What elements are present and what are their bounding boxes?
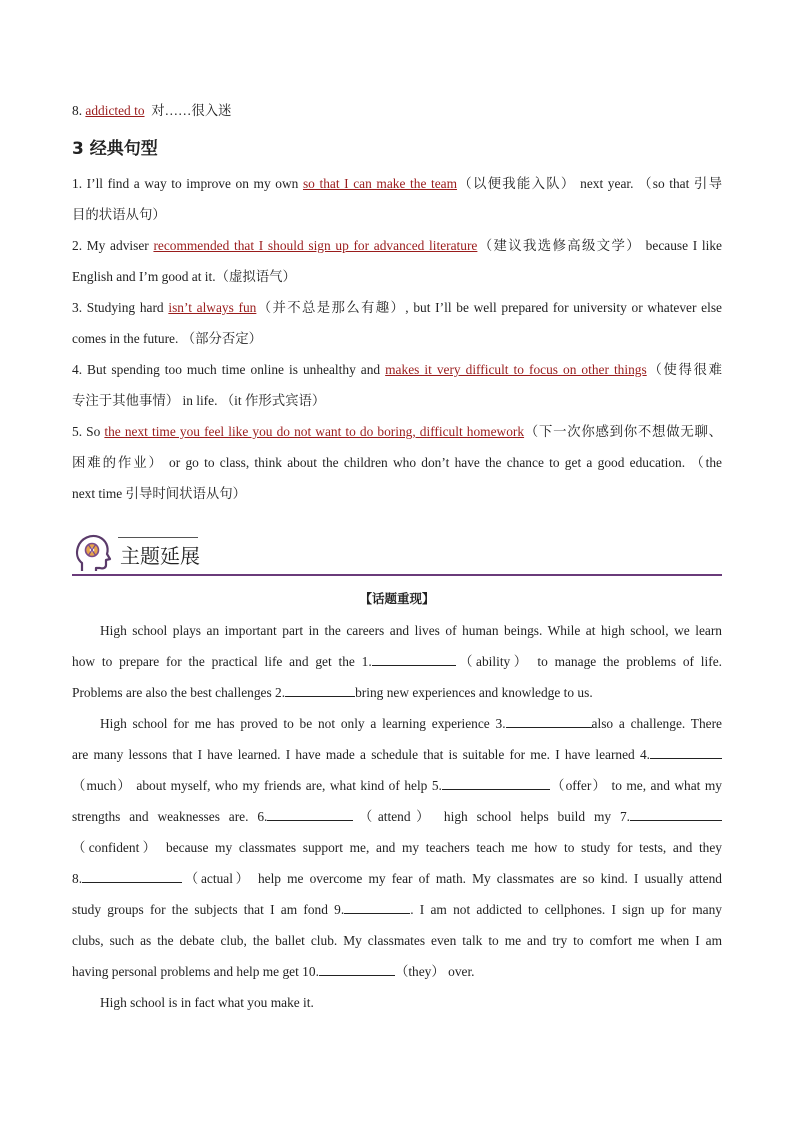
passage-line: clubs, such as the debate club, the ballet club. My classmates even talk to me and try to comfort me when I am <box>72 933 722 948</box>
blank-1[interactable] <box>372 652 456 666</box>
sentence-5-line-1: 5. So the next time you feel like you do not want to do boring, difficult homework（下一次你感到你不想做无聊、 <box>72 424 722 439</box>
sentence-5-line-3: next time 引导时间状语从句） <box>72 486 247 501</box>
passage-line: （much） about myself, who my friends are, what kind of help 5. （offer） to me, and what my <box>72 778 722 793</box>
sentence-1-line-1: 1. I’ll find a way to improve on my own so that I can make the team（以便我能入队） next year. （so that 引导 <box>72 176 722 191</box>
vocab-meaning: 对……很入迷 <box>151 103 232 118</box>
section-title: 3 经典句型 <box>72 139 158 159</box>
sentence-2-line-1: 2. My adviser recommended that I should sign up for advanced literature（建议我选修高级文学） because I like <box>72 238 722 253</box>
passage-line: how to prepare for the practical life and get the 1. （ability） to manage the problems of life. <box>72 654 722 669</box>
sentence-5-line-2: 困难的作业） or go to class, think about the children who don’t have the chance to get a good education. （the <box>72 455 722 470</box>
sentence-2-line-2: English and I’m good at it.（虚拟语气） <box>72 269 296 284</box>
blank-6[interactable] <box>267 807 353 821</box>
theme-header <box>72 532 722 576</box>
passage-line: （confident） because my classmates support me, and my teachers teach me how to study for tests, and they <box>72 840 722 855</box>
vocab-phrase: addicted to <box>85 103 145 118</box>
blank-3[interactable] <box>506 714 592 728</box>
passage-line: strengths and weaknesses are. 6. （attend） high school helps build my 7. <box>72 801 722 832</box>
passage-line: having personal problems and help me get 10. （they） over. <box>72 964 475 979</box>
blank-7[interactable] <box>630 807 722 821</box>
vocab-item-8: 8. addicted to 对……很入迷 <box>72 103 232 118</box>
blank-2[interactable] <box>285 683 355 697</box>
sentence-1-line-2: 目的状语从句） <box>72 207 166 222</box>
sentence-4-line-1: 4. But spending too much time online is unhealthy and makes it very difficult to focus on other things（使得很难 <box>72 362 723 377</box>
sentence-3-line-1: 3. Studying hard isn’t always fun（并不总是那么有趣）, but I’ll be well prepared for university or whatever else <box>72 300 722 315</box>
passage <box>72 615 722 1018</box>
passage-line: High school for me has proved to be not only a learning experience 3. also a challenge. There <box>100 716 722 731</box>
blank-5[interactable] <box>442 776 550 790</box>
blank-10[interactable] <box>319 962 395 976</box>
sentence-3-line-2: comes in the future. （部分否定） <box>72 331 263 346</box>
blank-4[interactable] <box>650 745 722 759</box>
passage-line: High school is in fact what you make it. <box>100 995 314 1010</box>
blank-9[interactable] <box>344 900 410 914</box>
topic-label: 【话题重现】 <box>359 591 435 606</box>
sentence-list <box>72 168 722 509</box>
passage-line: High school plays an important part in the careers and lives of human beings. While at high school, we learn <box>100 623 722 638</box>
passage-line: study groups for the subjects that I am fond 9. . I am not addicted to cellphones. I sign up for many <box>72 902 722 917</box>
sentence-4-line-2: 专注于其他事情） in life. （it 作形式宾语） <box>72 393 326 408</box>
head-gear-icon <box>74 533 112 573</box>
header-top-rule <box>118 537 198 538</box>
passage-line: are many lessons that I have learned. I have made a schedule that is suitable for me. I have learned 4. <box>72 739 722 770</box>
passage-line: Problems are also the best challenges 2. bring new experiences and knowledge to us. <box>72 685 593 700</box>
theme-title: 主题延展 <box>120 544 200 568</box>
header-underline <box>72 574 722 576</box>
blank-8[interactable] <box>82 869 182 883</box>
passage-line: 8. （actual） help me overcome my fear of math. My classmates are so kind. I usually attend <box>72 871 722 886</box>
